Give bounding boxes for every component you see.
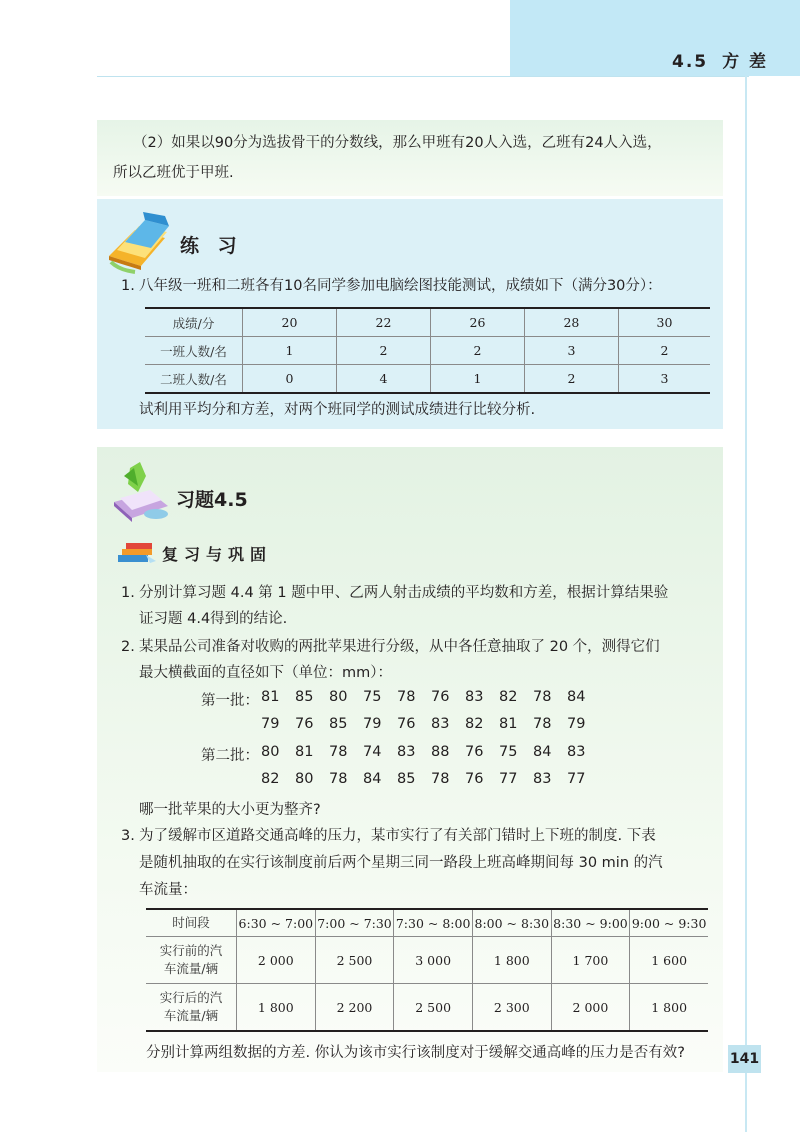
diameter-value: 84 [533,744,552,760]
page-number: 141 [728,1045,761,1073]
diameter-value: 79 [261,716,280,732]
table-row [145,365,710,394]
exercise-question-3-cont-2: 车流量： [139,882,197,898]
diameter-value: 83 [397,744,416,760]
table-row [145,337,710,365]
exercise-book-icon [110,462,174,524]
table-cell: 2 300 [472,984,551,1032]
diameter-value: 75 [363,689,382,705]
table-cell: 1 800 [630,984,708,1032]
diameter-value: 78 [329,744,348,760]
exercise-question-2-follow: 哪一批苹果的大小更为整齐? [139,802,321,818]
question-number: 3. [121,828,135,844]
table-cell: 8:30 ~ 9:00 [551,909,630,937]
diameter-value: 78 [533,689,552,705]
exercise-question-1 [121,580,668,606]
row-label-line: 实行前的汽 [159,943,223,958]
table-cell: 7:30 ~ 8:00 [394,909,473,937]
table-cell: 7:00 ~ 7:30 [315,909,394,937]
table-cell: 2 000 [551,984,630,1032]
diameter-value: 88 [431,744,450,760]
exercise-question-1-cont: 证习题 4.4得到的结论. [139,611,288,627]
table-cell: 1 [430,365,524,394]
diameter-value: 85 [295,689,314,705]
diameter-value: 78 [533,716,552,732]
table-cell: 2 500 [315,937,394,984]
practice-title: 练 习 [180,235,243,257]
diameter-value: 81 [261,689,280,705]
table-cell: 3 [618,365,710,394]
table-cell: 成绩/分 [172,315,215,331]
traffic-table [146,908,708,1032]
table-cell: 二班人数/名 [145,365,243,394]
batch-2-row-2 [261,771,601,787]
table-cell: 30 [618,308,710,337]
diameter-value: 76 [465,771,484,787]
table-cell: 2 [430,337,524,365]
batch-2-label: 第二批： [201,748,259,764]
question-text: 为了缓解市区道路交通高峰的压力，某市实行了有关部门错时上下班的制度. 下表 [139,828,656,844]
section-name: 方 差 [722,52,769,72]
table-cell: 2 000 [237,937,316,984]
diameter-value: 81 [295,744,314,760]
diameter-value: 84 [567,689,586,705]
batch-1-row-1 [261,689,601,705]
diameter-value: 79 [363,716,382,732]
table-cell: 2 500 [394,984,473,1032]
exercise-question-3 [121,823,656,849]
question-text: 八年级一班和二班各有10名同学参加电脑绘图技能测试，成绩如下（满分30分）： [139,278,662,294]
row-label-line: 车流量/辆 [163,961,219,976]
row-label-line: 实行后的汽 [159,990,223,1005]
diameter-value: 78 [329,771,348,787]
table-cell: 时间段 [172,915,210,930]
header-rule [97,76,749,77]
diameter-value: 76 [431,689,450,705]
diameter-value: 80 [295,771,314,787]
diameter-value: 85 [329,716,348,732]
batch-2-row-1 [261,744,601,760]
diameter-value: 75 [499,744,518,760]
intro-text [113,128,713,188]
table-cell: 一班人数/名 [145,337,243,365]
review-subtitle: 复习与巩固 [162,545,273,564]
diameter-value: 83 [465,689,484,705]
diameter-value: 82 [499,689,518,705]
table-cell [146,984,237,1032]
exercise-question-2 [121,634,660,660]
intro-line-2: 所以乙班优于甲班. [113,165,234,181]
table-cell: 20 [243,308,337,337]
exercise-question-3-cont: 是随机抽取的在实行该制度前后两个星期三同一路段上班高峰期间每 30 min 的汽 [139,855,663,871]
diameter-value: 78 [431,771,450,787]
table-cell: 1 700 [551,937,630,984]
table-cell: 2 [336,337,430,365]
table-cell [146,937,237,984]
table-cell: 22 [336,308,430,337]
question-number: 1. [121,278,135,294]
diameter-value: 85 [397,771,416,787]
table-cell: 28 [524,308,618,337]
table-cell: 1 800 [472,937,551,984]
question-number: 1. [121,585,135,601]
table-cell: 26 [430,308,524,337]
batch-1-row-2 [261,716,601,732]
practice-question-1 [121,273,662,299]
table-cell: 1 [243,337,337,365]
diameter-value: 74 [363,744,382,760]
diameter-value: 82 [465,716,484,732]
diameter-value: 80 [261,744,280,760]
exercise-question-2-cont: 最大横截面的直径如下（单位：mm）： [139,665,392,681]
diameter-value: 83 [533,771,552,787]
table-cell: 3 000 [394,937,473,984]
diameter-value: 80 [329,689,348,705]
question-number: 2. [121,639,135,655]
diameter-value: 76 [397,716,416,732]
diameter-value: 79 [567,716,586,732]
practice-books-icon [105,212,173,274]
review-books-icon [116,541,158,565]
diameter-value: 83 [567,744,586,760]
table-cell: 4 [336,365,430,394]
question-text: 某果品公司准备对收购的两批苹果进行分级，从中各任意抽取了 20 个，测得它们 [139,639,660,655]
table-row [146,937,708,984]
table-cell: 1 600 [630,937,708,984]
intro-line-1: （2）如果以90分为选拔骨干的分数线，那么甲班有20人入选，乙班有24人入选， [133,135,662,151]
diameter-value: 77 [499,771,518,787]
row-label-line: 车流量/辆 [163,1008,219,1023]
table-cell: 6:30 ~ 7:00 [237,909,316,937]
exercise-title: 习题4.5 [176,489,248,511]
diameter-value: 82 [261,771,280,787]
diameter-value: 76 [295,716,314,732]
table-cell: 8:00 ~ 8:30 [472,909,551,937]
diameter-value: 81 [499,716,518,732]
score-table [145,307,710,394]
table-header-row [145,308,710,337]
table-cell: 1 800 [237,984,316,1032]
table-header-row [146,909,708,937]
diameter-value: 77 [567,771,586,787]
diameter-value: 84 [363,771,382,787]
table-cell: 0 [243,365,337,394]
section-title [672,47,768,72]
diameter-value: 76 [465,744,484,760]
margin-rule [745,76,747,1132]
table-row [146,984,708,1032]
diameter-value: 83 [431,716,450,732]
section-number: 4.5 [672,52,709,72]
question-text: 分别计算习题 4.4 第 1 题中甲、乙两人射击成绩的平均数和方差，根据计算结果验 [139,585,669,601]
table-cell: 2 [524,365,618,394]
exercise-question-3-follow: 分别计算两组数据的方差. 你认为该市实行该制度对于缓解交通高峰的压力是否有效? [146,1045,685,1061]
table-cell: 3 [524,337,618,365]
table-cell: 9:00 ~ 9:30 [630,909,708,937]
practice-follow-text: 试利用平均分和方差，对两个班同学的测试成绩进行比较分析. [139,402,536,418]
table-cell: 2 [618,337,710,365]
diameter-value: 78 [397,689,416,705]
batch-1-label: 第一批： [201,693,259,709]
table-cell: 2 200 [315,984,394,1032]
